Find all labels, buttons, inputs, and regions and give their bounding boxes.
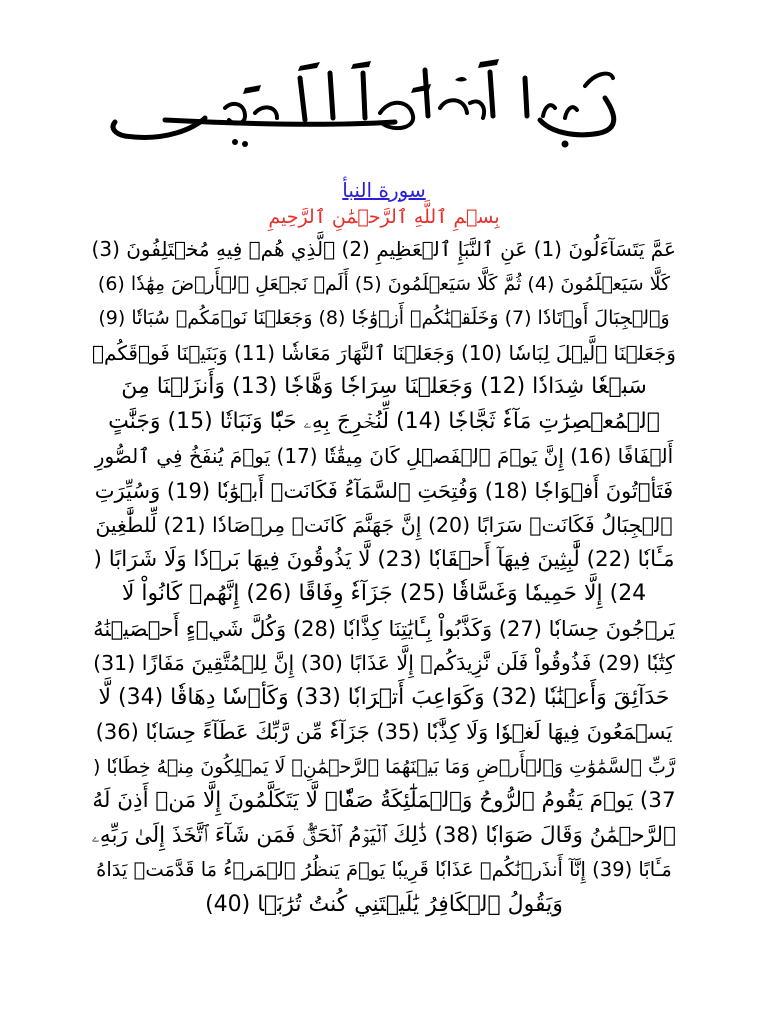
verse-line: مَـَٔابٗا (22) لَّٰبِثِينَ فِيهَآ أَحۡقَابٗا (23) لَّا يَذُوقُونَ فِيهَا بَرۡدٗا وَلَا شَرَابًا ( bbox=[93, 546, 675, 572]
verses-block bbox=[92, 232, 676, 922]
verse-line: وَيَقُولُ ٱلۡكَافِرُ يَٰلَيۡتَنِي كُنتُ تُرَٰبَۢا (40) bbox=[205, 891, 563, 917]
verse-line: عَمَّ يَتَسَآءَلُونَ (1) عَنِ ٱلنَّبَإِ ٱلۡعَظِيمِ (2) ٱلَّذِي هُمۡ فِيهِ مُخۡتَلِفُونَ (3) bbox=[91, 237, 676, 261]
verse-line: ٱلرَّحۡمَٰنُ وَقَالَ صَوَابٗا (38) ذَٰلِكَ ٱلۡيَوۡمُ ٱلۡحَقُّۖ فَمَن شَآءَ ٱتَّخَذَ إِلَىٰ رَبِّهِۦ bbox=[91, 822, 676, 848]
verse-line: 24) إِلَّا حَمِيمٗا وَغَسَّاقٗا (25) جَزَآءٗ وِفَاقًا (26) إِنَّهُمۡ كَانُواْ لَا bbox=[121, 581, 647, 606]
verse-line: مَـَٔابًا (39) إِنَّآ أَنذَرۡنَٰكُمۡ عَذَابٗا قَرِيبٗا يَوۡمَ يَنظُرُ ٱلۡمَرۡءُ مَا قَدَّمَتۡ يَدَاهُ bbox=[96, 858, 672, 881]
verse-line: أَلۡفَافًا (16) إِنَّ يَوۡمَ ٱلۡفَصۡلِ كَانَ مِيقَٰتٗا (17) يَوۡمَ يُنفَخُ فِي ٱلصُّورِ bbox=[94, 444, 674, 468]
basmala-text: بِسۡمِ ٱللَّهِ ٱلرَّحۡمَٰنِ ٱلرَّحِيمِ bbox=[268, 206, 500, 228]
verse-line: يَسۡمَعُونَ فِيهَا لَغۡوٗا وَلَا كِذَّٰبٗا (35) جَزَآءٗ مِّن رَّبِّكَ عَطَآءً حِسَابٗا (36) bbox=[95, 720, 673, 744]
verse-line: وَجَعَلۡنَا ٱلَّيۡلَ لِبَاسٗا (10) وَجَعَلۡنَا ٱلنَّهَارَ مَعَاشٗا (11) وَبَنَيۡنَا فَوۡقَكُمۡ bbox=[92, 340, 676, 365]
verse-line: وَٱلۡجِبَالَ أَوۡتَادٗا (7) وَخَلَقۡنَٰكُمۡ أَزۡوَٰجٗا (8) وَجَعَلۡنَا نَوۡمَكُمۡ سُبَاتٗا (9) bbox=[98, 307, 670, 329]
verse-line: فَتَأۡتُونَ أَفۡوَاجٗا (18) وَفُتِحَتِ ٱلسَّمَآءُ فَكَانَتۡ أَبۡوَٰبٗا (19) وَسُيِّرَتِ bbox=[94, 478, 674, 503]
basmala-calligraphy-image bbox=[95, 58, 655, 153]
basmala-calligraphy bbox=[95, 58, 655, 153]
verse-line: كِتَٰبٗا (29) فَذُوقُواْ فَلَن نَّزِيدَكُمۡ إِلَّا عَذَابًا (30) إِنَّ لِلۡمُتَّقِينَ مَفَازًا (31) bbox=[93, 651, 675, 675]
verse-line: رَّبِّ ٱلسَّمَٰوَٰتِ وَٱلۡأَرۡضِ وَمَا بَيۡنَهُمَا ٱلرَّحۡمَٰنِۖ لَا يَمۡلِكُونَ مِنۡهُ خِطَابٗا ( bbox=[92, 755, 676, 778]
verse-line: حَدَآئِقَ وَأَعۡنَٰبٗا (32) وَكَوَاعِبَ أَتۡرَابٗا (33) وَكَأۡسٗا دِهَاقٗا (34) لَّا bbox=[98, 684, 670, 710]
verse-line: سَبۡعٗا شِدَادٗا (12) وَجَعَلۡنَا سِرَاجٗا وَهَّاجٗا (13) وَأَنزَلۡنَا مِنَ bbox=[121, 374, 647, 399]
verse-line: يَرۡجُونَ حِسَابٗا (27) وَكَذَّبُواْ بِـَٔايَٰتِنَا كِذَّابٗا (28) وَكُلَّ شَيۡءٍ أَحۡصَيۡنَٰهُ bbox=[93, 616, 675, 641]
surah-title: سورة النبأ bbox=[342, 178, 426, 202]
verse-line: 37) يَوۡمَ يَقُومُ ٱلرُّوحُ وَٱلۡمَلَٰٓئِكَةُ صَفّٗاۖ لَّا يَتَكَلَّمُونَ إِلَّا مَنۡ أَذِنَ لَهُ bbox=[92, 788, 676, 813]
verse-line: ٱلۡمُعۡصِرَٰتِ مَآءٗ ثَجَّاجٗا (14) لِّنُخۡرِجَ بِهِۦ حَبّٗا وَنَبَاتٗا (15) وَجَنَّٰتٍ bbox=[108, 408, 660, 434]
verse-line: ٱلۡجِبَالُ فَكَانَتۡ سَرَابًا (20) إِنَّ جَهَنَّمَ كَانَتۡ مِرۡصَادٗا (21) لِّلطَّٰغِينَ bbox=[95, 513, 673, 537]
surah-content bbox=[92, 178, 676, 922]
verse-line: كَلَّا سَيَعۡلَمُونَ (4) ثُمَّ كَلَّا سَيَعۡلَمُونَ (5) أَلَمۡ نَجۡعَلِ ٱلۡأَرۡضَ مِهَٰدٗا (6) bbox=[97, 272, 671, 295]
